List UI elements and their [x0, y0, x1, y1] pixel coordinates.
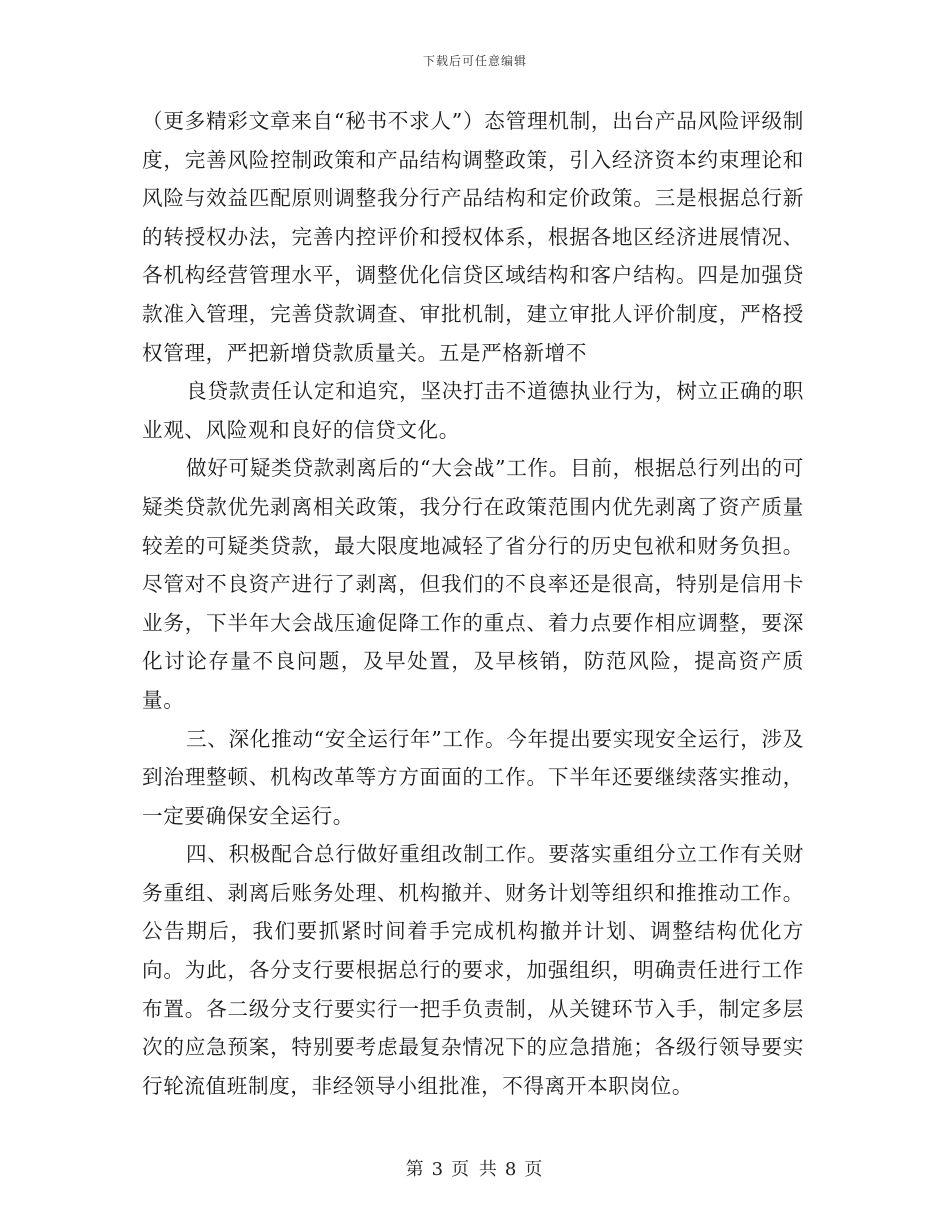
- footer-suffix: 页: [524, 1159, 545, 1180]
- footer-prefix: 第: [405, 1159, 426, 1180]
- paragraph-bad-loan-campaign: 做好可疑类贷款剥离后的“大会战”工作。目前，根据总行列出的可疑类贷款优先剥离相关政策，我分行在政策范围内优先剥离了资产质量较差的可疑类贷款，最大限度地减轻了省分行的历史包袱和财务负担。尽管对不良资产进行了剥离，但我们的不良率还是很高，特别是信用卡业务，下半年大会战压逾促降工作的重点、着力点要作相应调整，要深化讨论存量不良问题，及早处置，及早核销，防范风险，提高资产质量。: [142, 456, 804, 712]
- document-body: [142, 102, 804, 1105]
- footer-current-page: 3: [431, 1159, 446, 1180]
- paragraph-section-three: 三、深化推动“安全运行年”工作。今年提出要实现安全运行，涉及到治理整顿、机构改革等方方面面的工作。下半年还要继续落实推动，一定要确保安全运行。: [142, 726, 804, 828]
- paragraph-continuation: 良贷款责任认定和追究，坚决打击不道德执业行为，树立正确的职业观、风险观和良好的信贷文化。: [142, 379, 804, 442]
- header-note: 下载后可任意编辑: [422, 54, 527, 68]
- paragraph-section-four: 四、积极配合总行做好重组改制工作。要落实重组分立工作有关财务重组、剥离后账务处理、机构撤并、财务计划等组织和推推动工作。公告期后，我们要抓紧时间着手完成机构撤并计划、调整结构优化方向。为此，各分支行要根据总行的要求，加强组织，明确责任进行工作布置。各二级分支行要实行一把手负责制，从关键环节入手，制定多层次的应急预案，特别要考虑最复杂情况下的应急措施；各级行领导要实行轮流值班制度，非经领导小组批准，不得离开本职岗位。: [142, 842, 804, 1098]
- footer-total-pages: 8: [504, 1159, 519, 1180]
- page-footer: [0, 1155, 950, 1181]
- paragraph-continued: （更多精彩文章来自“秘书不求人”）态管理机制，出台产品风险评级制度，完善风险控制政策和产品结构调整政策，引入经济资本约束理论和风险与效益匹配原则调整我分行产品结构和定价政策。三是根据总行新的转授权办法，完善内控评价和授权体系，根据各地区经济进展情况、各机构经营管理水平，调整优化信贷区域结构和客户结构。四是加强贷款准入管理，完善贷款调查、审批机制，建立审批人评价制度，严格授权管理，严把新增贷款质量关。五是严格新增不: [142, 109, 804, 365]
- footer-middle: 页 共: [451, 1159, 499, 1180]
